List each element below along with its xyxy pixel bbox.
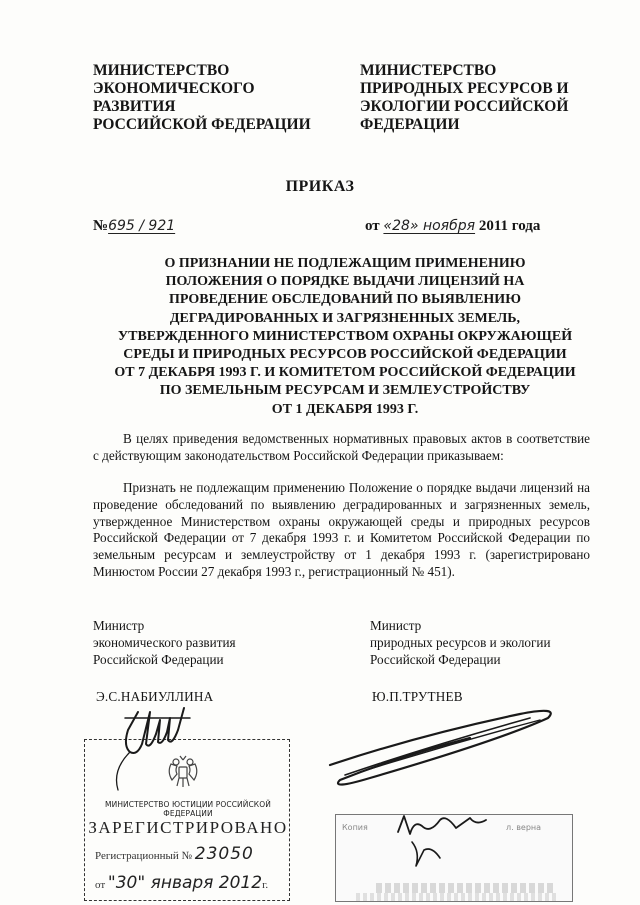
operative-paragraph: Признать не подлежащим применению Положение о порядке выдачи лицензий на проведение обследований по выявлению деградированных и загрязненных земель, утвержденное Министерством охраны окружающей среды и природных ресурсов Российской Федерации от 7 декабря 1993 г. и Комитетом Российской Федерации по земельным ресурсам и землеустройству от 1 декабря 1993 г. (зарегистрировано Минюстом России 27 декабря 1993 г., регистрационный № 451). [93,480,590,579]
left-ministry-line: МИНИСТЕРСТВО [93,62,230,79]
signatory-title-line: Российской Федерации [370,651,501,667]
order-title [70,255,620,419]
order-number [93,218,175,235]
right-ministry-line: ЭКОЛОГИИ РОССИЙСКОЙ [360,98,569,115]
right-ministry-line: ПРИРОДНЫХ РЕСУРСОВ И [360,80,569,97]
signatory-title-line: природных ресурсов и экологии [370,634,551,650]
title-line: О ПРИЗНАНИИ НЕ ПОДЛЕЖАЩИМ ПРИМЕНЕНИЮ [164,256,526,271]
right-signature-icon [330,711,551,785]
left-ministry-line: РАЗВИТИЯ [93,98,176,115]
document-type: ПРИКАЗ [285,178,355,195]
stamp-registration-number-line [95,844,254,864]
stamp-date-handwritten: "30" января 2012 [107,873,263,893]
right-ministry-line: МИНИСТЕРСТВО [360,62,497,79]
stamp-reg-label: Регистрационный № [95,850,193,862]
double-headed-eagle-icon [163,752,203,792]
copy-label: Копия [342,823,368,832]
preamble-paragraph: В целях приведения ведомственных нормативных правовых актов в соответствие с действующим законодательством Российской Федерации приказываем: [93,431,590,463]
order-date [365,218,540,235]
left-ministry-line: РОССИЙСКОЙ ФЕДЕРАЦИИ [93,116,311,133]
faint-stamp-text [376,883,556,893]
left-signatory-title [93,618,236,668]
stamp-date-prefix: от [95,879,106,891]
title-line: ПО ЗЕМЕЛЬНЫМ РЕСУРСАМ И ЗЕМЛЕУСТРОЙСТВУ [159,383,531,399]
title-line: ОТ 1 ДЕКАБРЯ 1993 Г. [271,401,419,417]
order-year: 2011 [478,218,508,234]
right-signatory-title [370,618,551,668]
faint-stamp-text [356,893,556,901]
right-ministry-line: ФЕДЕРАЦИИ [360,116,460,133]
signatory-title-line: Российской Федерации [93,651,224,667]
stamp-date-suffix: г. [262,879,269,891]
title-line: УТВЕРЖДЕННОГО МИНИСТЕРСТВОМ ОХРАНЫ ОКРУЖАЮЩЕЙ [117,328,573,344]
title-line: ПРОВЕДЕНИЕ ОБСЛЕДОВАНИЙ ПО ВЫЯВЛЕНИЮ [169,292,521,308]
stamp-registered-label: ЗАРЕГИСТРИРОВАНО [88,818,288,837]
order-number-handwritten: 695 / 921 [108,218,176,234]
order-date-handwritten: «28» ноября [383,218,476,234]
stamp-reg-number: 23050 [194,844,254,864]
left-ministry-line: ЭКОНОМИЧЕСКОГО [93,80,255,97]
number-sign: № [93,218,109,234]
year-suffix: года [511,218,541,234]
signatory-title-line: Министр [370,618,422,633]
left-signatory-name: Э.С.НАБИУЛЛИНА [96,689,214,704]
title-line: СРЕДЫ И ПРИРОДНЫХ РЕСУРСОВ РОССИЙСКОЙ ФЕДЕРАЦИИ [123,347,567,363]
signatory-title-line: Министр [93,618,145,633]
stamp-date-line [95,873,268,893]
right-signatory-name: Ю.П.ТРУТНЕВ [372,689,463,704]
title-line: ПОЛОЖЕНИЯ О ПОРЯДКЕ ВЫДАЧИ ЛИЦЕНЗИЙ НА [165,274,525,290]
copy-certification-stamp [335,814,573,902]
copy-valid-label: л. верна [506,823,542,832]
left-ministry-header [93,62,311,134]
registration-stamp [84,739,290,901]
date-prefix: от [365,218,380,234]
right-ministry-header [360,62,569,134]
title-line: ДЕГРАДИРОВАННЫХ И ЗАГРЯЗНЕННЫХ ЗЕМЕЛЬ, [169,310,521,326]
stamp-ministry-name: МИНИСТЕРСТВО ЮСТИЦИИ РОССИЙСКОЙ ФЕДЕРАЦИИ [105,800,271,818]
title-line: ОТ 7 ДЕКАБРЯ 1993 Г. И КОМИТЕТОМ РОССИЙСКОЙ ФЕДЕРАЦИИ [114,365,576,381]
signatory-title-line: экономического развития [93,634,236,650]
